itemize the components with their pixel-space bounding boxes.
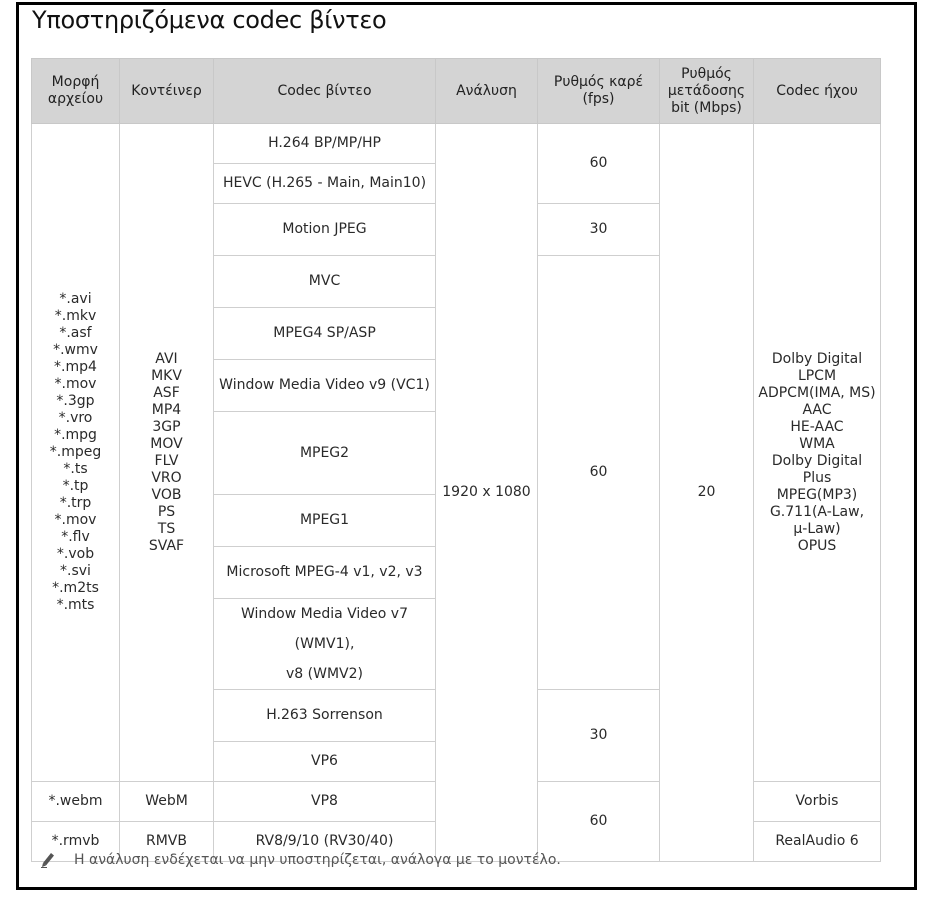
extension-cell: *.webm bbox=[32, 782, 120, 822]
pencil-icon bbox=[40, 850, 56, 868]
header-format: Μορφή αρχείου bbox=[32, 59, 120, 124]
extensions-cell: *.avi *.mkv *.asf *.wmv *.mp4 *.mov *.3gp *.vro *.mpg *.mpeg *.ts *.tp *.trp *.mov *.flv *.vob *.svi *.m2ts *.mts bbox=[32, 124, 120, 782]
codec-cell: MPEG1 bbox=[214, 495, 436, 547]
codec-cell: MVC bbox=[214, 256, 436, 308]
header-framerate: Ρυθμός καρέ (fps) bbox=[538, 59, 660, 124]
codec-cell: VP6 bbox=[214, 742, 436, 782]
fps-cell: 60 bbox=[538, 782, 660, 862]
codec-cell: HEVC (H.265 - Main, Main10) bbox=[214, 164, 436, 204]
bitrate-cell: 20 bbox=[660, 124, 754, 862]
container-cell: WebM bbox=[120, 782, 214, 822]
audio-codecs-cell: Dolby Digital LPCM ADPCM(IMA, MS) AAC HE-AAC WMA Dolby Digital Plus MPEG(MP3) G.711(A-Law, μ-Law) OPUS bbox=[754, 124, 881, 782]
codec-table bbox=[31, 58, 881, 862]
audio-codec-cell: RealAudio 6 bbox=[754, 822, 881, 862]
fps-cell: 60 bbox=[538, 256, 660, 690]
header-resolution: Ανάλυση bbox=[436, 59, 538, 124]
fps-cell: 30 bbox=[538, 204, 660, 256]
codec-cell: Window Media Video v7 (WMV1), v8 (WMV2) bbox=[214, 599, 436, 690]
table-row bbox=[32, 124, 881, 164]
header-video-codec: Codec βίντεο bbox=[214, 59, 436, 124]
audio-codec-cell: Vorbis bbox=[754, 782, 881, 822]
containers-cell: AVI MKV ASF MP4 3GP MOV FLV VRO VOB PS TS SVAF bbox=[120, 124, 214, 782]
codec-cell: H.264 BP/MP/HP bbox=[214, 124, 436, 164]
codec-cell: MPEG4 SP/ASP bbox=[214, 308, 436, 360]
header-row bbox=[32, 59, 881, 124]
codec-cell: Motion JPEG bbox=[214, 204, 436, 256]
page-title: Υποστηριζόμενα codec βίντεο bbox=[32, 6, 387, 34]
codec-cell: H.263 Sorrenson bbox=[214, 690, 436, 742]
resolution-cell: 1920 x 1080 bbox=[436, 124, 538, 862]
codec-cell: RV8/9/10 (RV30/40) bbox=[214, 822, 436, 862]
codec-cell: MPEG2 bbox=[214, 412, 436, 495]
header-container: Κοντέινερ bbox=[120, 59, 214, 124]
codec-cell: Microsoft MPEG-4 v1, v2, v3 bbox=[214, 547, 436, 599]
header-bitrate: Ρυθμός μετάδοσης bit (Mbps) bbox=[660, 59, 754, 124]
container-cell: RMVB bbox=[120, 822, 214, 862]
fps-cell: 60 bbox=[538, 124, 660, 204]
note-text: Η ανάλυση ενδέχεται να μην υποστηρίζεται, ανάλογα με το μοντέλο. bbox=[74, 852, 561, 868]
header-audio-codec: Codec ήχου bbox=[754, 59, 881, 124]
codec-cell: VP8 bbox=[214, 782, 436, 822]
fps-cell: 30 bbox=[538, 690, 660, 782]
extension-cell: *.rmvb bbox=[32, 822, 120, 862]
codec-cell: Window Media Video v9 (VC1) bbox=[214, 360, 436, 412]
